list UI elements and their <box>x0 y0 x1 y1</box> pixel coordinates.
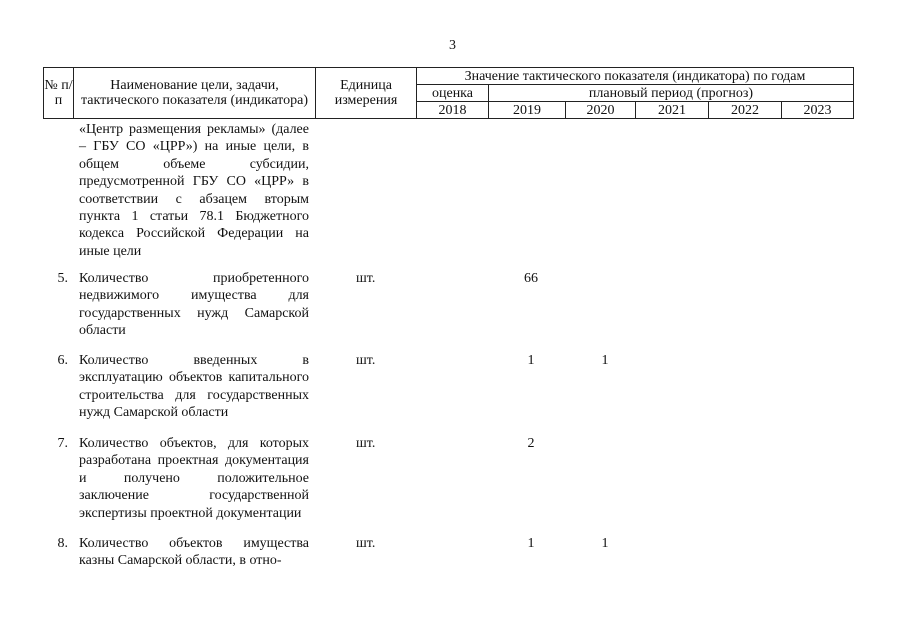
row-number: 5. <box>57 271 68 286</box>
row-unit: шт. <box>356 536 376 551</box>
header-plan: плановый период (прогноз) <box>489 85 854 102</box>
header-num: № п/п <box>44 68 74 119</box>
header-name: Наименование цели, задачи, тактического показателя (индикатора) <box>74 68 316 119</box>
row-value-2019: 2 <box>527 436 535 451</box>
row-value-2020: 1 <box>601 353 609 368</box>
row-name: Количество объектов имущества казны Самарской области, в отно- <box>79 536 309 569</box>
row-value-2020: 1 <box>601 536 609 551</box>
table-header <box>43 67 854 119</box>
row-name: Количество объектов, для которых разработана проектная документация и получено положительное заключение государственной экспертизы проектной документации <box>79 436 309 521</box>
header-unit: Единица измерения <box>316 68 417 119</box>
row-number: 6. <box>57 353 68 368</box>
row-unit: шт. <box>356 353 376 368</box>
header-values: Значение тактического показателя (индикатора) по годам <box>417 68 854 85</box>
header-year-2019: 2019 <box>489 102 566 119</box>
row-value-2019: 1 <box>527 536 535 551</box>
header-year-2018: 2018 <box>417 102 489 119</box>
header-year-2021: 2021 <box>636 102 709 119</box>
row-name: Количество введенных в эксплуатацию объектов капитального строительства для государственных нужд Самарской области <box>79 353 309 421</box>
row-value-2019: 66 <box>524 271 538 286</box>
header-year-2020: 2020 <box>566 102 636 119</box>
row-value-2019: 1 <box>527 353 535 368</box>
header-year-2022: 2022 <box>709 102 782 119</box>
page-number: 3 <box>449 38 456 53</box>
row-name: Количество приобретенного недвижимого имущества для государственных нужд Самарской области <box>79 271 309 339</box>
row-number: 7. <box>57 436 68 451</box>
row-number: 8. <box>57 536 68 551</box>
row-unit: шт. <box>356 271 376 286</box>
header-year-2023: 2023 <box>782 102 854 119</box>
row-unit: шт. <box>356 436 376 451</box>
header-estimate: оценка <box>417 85 489 102</box>
continued-text: «Центр размещения рекламы» (далее – ГБУ СО «ЦРР») на иные цели, в общем объеме субсидии, предусмотренной ГБУ СО «ЦРР» в соответствии с абзацем вторым пункта 1 статьи 78.1 Бюджетного кодекса Российской Федерации на иные цели <box>79 122 309 259</box>
